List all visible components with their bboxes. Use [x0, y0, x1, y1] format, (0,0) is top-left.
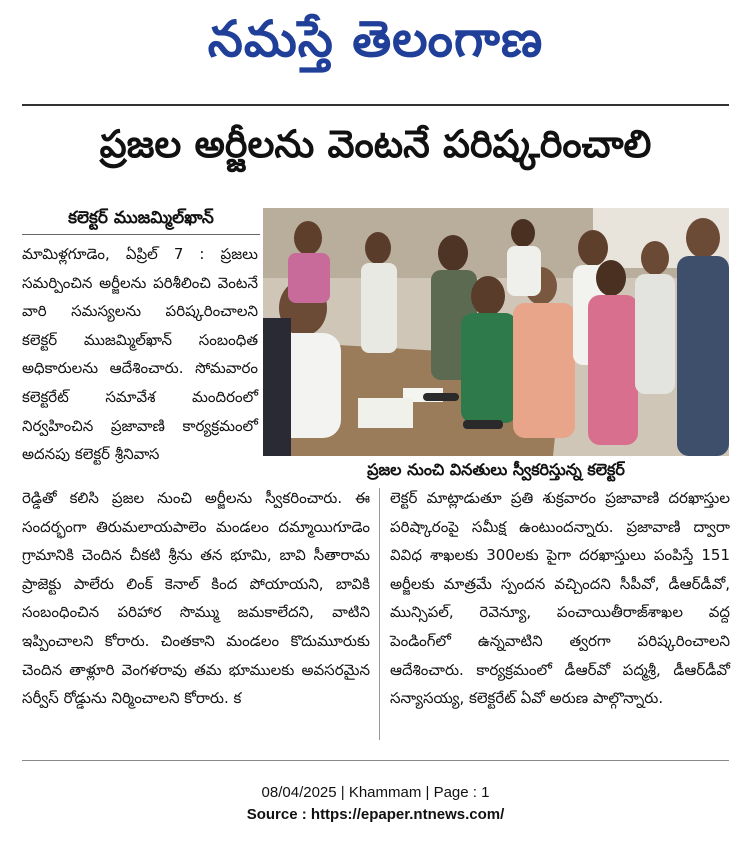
article-byline: కలెక్టర్ ముజమ్మిల్‌ఖాన్: [68, 208, 214, 228]
edition-info: 08/04/2025 | Khammam | Page : 1: [261, 784, 490, 801]
article-headline: ప్రజల అర్జీలను వెంటనే పరిష్కరించాలి: [99, 122, 652, 166]
article-paragraph: మామిళ్లగూడెం, ఏప్రిల్ 7 : ప్రజలు సమర్పించిన అర్జీలను పరిశీలించి వెంటనే వారి సమస్యలను పరిష్కరించాలని కలెక్టర్ ముజమ్మిల్‌ఖాన్ సంబంధిత అధికారులను ఆదేశించారు. సోమవారం కలెక్టరేట్ సమావేశ మందిరంలో నిర్వహించిన ప్రజావాణి కార్యక్రమంలో అదనపు కలెక్టర్ శ్రీనివాస: [22, 245, 258, 464]
article-paragraph: లెక్టర్ మాట్లాడుతూ ప్రతి శుక్రవారం ప్రజావాణి దరఖాస్తుల పరిష్కారంపై సమీక్ష ఉంటుందన్నారు. ప్రజావాణి ద్వారా వివిధ శాఖలకు 300లకు పైగా దరఖాస్తులు పంపిస్తే 151 అర్జీలకు మాత్రమే స్పందన వచ్చిందని సీపీవో, డీఆర్‌డీవో, మున్సిపల్, రెవెన్యూ, పంచాయితీరాజ్‌శాఖల వద్ద పెండింగ్‌లో ఉన్నవాటిని త్వరగా పరిష్కరించాలని ఆదేశించారు. కార్యక్రమంలో డీఆర్‌వో పద్మశ్రీ, డీఆర్‌డీవో సన్యాసయ్య, కలెక్టరేట్ ఏవో అరుణ పాల్గొన్నారు.: [390, 489, 730, 708]
newspaper-masthead: నమస్తే తెలంగాణ: [207, 9, 544, 68]
article-paragraph: రెడ్డితో కలిసి ప్రజల నుంచి అర్జీలను స్వీకరించారు. ఈ సందర్భంగా తిరుమలాయపాలెం మండలం దమ్మాయిగూడెం గ్రామానికి చెందిన చీకటి శ్రీను తన భూమి, బావి సీతారామ ప్రాజెక్టు పాలేరు లింక్ కెనాల్ కింద పోయాయని, బావికి సంబంధించిన పరిహార సొమ్ము జమకాలేదని, వాటిని ఇప్పించాలని కోరారు. చింతకాని మండలం కొదుమూరుకు చెందిన తాళ్లూరి వెంగళరావు తమ భూములకు అవసరమైన సర్వీస్ రోడ్డును నిర్మించాలని కోరారు. క: [22, 489, 370, 708]
article-column-2: [22, 484, 370, 713]
article-column-3: [390, 484, 730, 713]
photo-caption: ప్రజల నుంచి వినతులు స్వీకరిస్తున్న కలెక్టర్: [263, 456, 729, 484]
masthead-divider: [22, 104, 729, 106]
column-divider: [379, 488, 380, 740]
source-link[interactable]: Source : https://epaper.ntnews.com/: [246, 806, 505, 823]
article-column-1: [22, 240, 258, 469]
footer-divider: [22, 760, 729, 761]
byline-divider: [22, 234, 260, 235]
article-photo: [263, 208, 729, 456]
collector-meeting-photo: [263, 208, 729, 456]
